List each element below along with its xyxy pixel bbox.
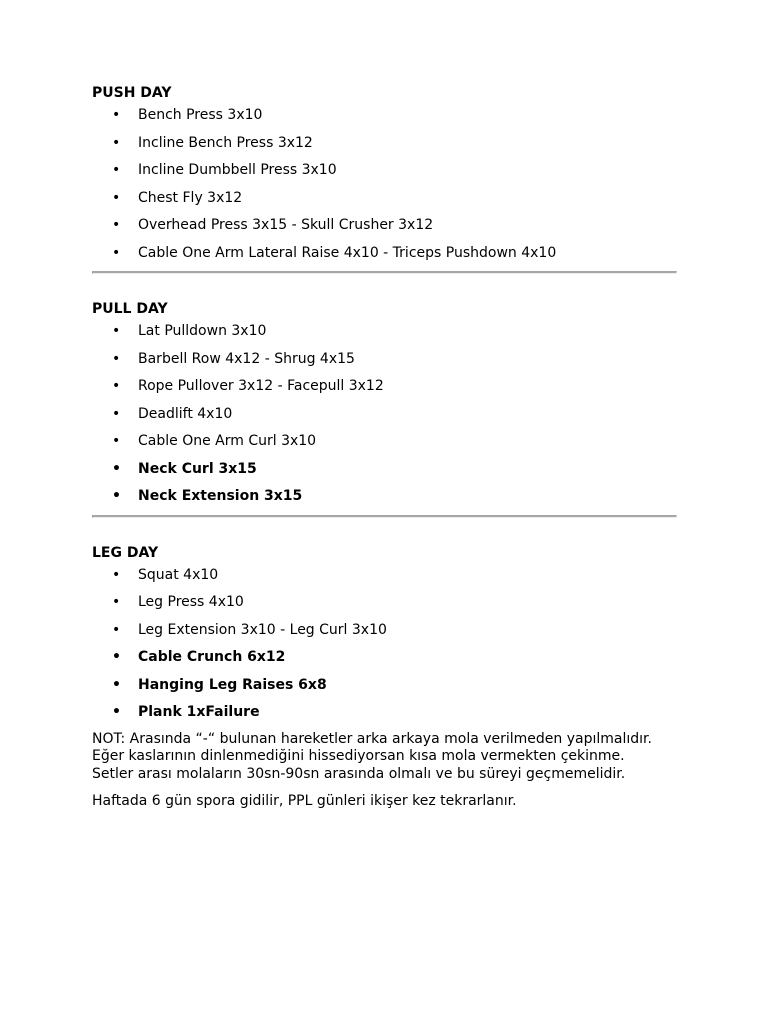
leg-day-section bbox=[92, 544, 677, 731]
bullet-icon: • bbox=[112, 433, 121, 449]
bullet-icon: • bbox=[112, 621, 121, 638]
list-item bbox=[92, 216, 677, 244]
exercise-list bbox=[92, 566, 677, 731]
note-line: Eğer kaslarının dinlenmediğini hissediyorsan kısa mola vermekten çekinme. bbox=[92, 748, 625, 764]
list-item bbox=[92, 350, 677, 378]
exercise-text: Deadlift 4x10 bbox=[138, 405, 233, 422]
bullet-icon: • bbox=[112, 460, 121, 477]
exercise-text: Chest Fly 3x12 bbox=[138, 189, 243, 206]
exercise-text: Cable One Arm Curl 3x10 bbox=[138, 433, 317, 449]
list-item bbox=[92, 566, 677, 594]
bullet-icon: • bbox=[112, 676, 121, 693]
bullet-icon: • bbox=[112, 649, 121, 665]
exercise-text: Plank 1xFailure bbox=[138, 704, 260, 720]
exercise-text: Incline Dumbbell Press 3x10 bbox=[138, 162, 337, 178]
section-heading: PULL DAY bbox=[92, 301, 168, 317]
list-item bbox=[92, 648, 677, 676]
bullet-icon: • bbox=[112, 162, 121, 178]
list-item bbox=[92, 621, 677, 649]
exercise-text: Squat 4x10 bbox=[138, 566, 219, 583]
footer-note: Haftada 6 gün spora gidilir, PPL günleri ikişer kez tekrarlanır. bbox=[92, 793, 517, 809]
section-heading: PUSH DAY bbox=[92, 85, 172, 101]
exercise-text: Lat Pulldown 3x10 bbox=[138, 323, 267, 339]
bullet-icon: • bbox=[112, 566, 121, 583]
pull-day-section bbox=[92, 300, 677, 515]
exercise-text: Overhead Press 3x15 - Skull Crusher 3x12 bbox=[138, 217, 434, 233]
list-item bbox=[92, 322, 677, 350]
list-item bbox=[92, 106, 677, 134]
list-item bbox=[92, 593, 677, 621]
exercise-list bbox=[92, 322, 677, 515]
exercise-text: Leg Press 4x10 bbox=[138, 594, 244, 610]
exercise-text: Leg Extension 3x10 - Leg Curl 3x10 bbox=[138, 621, 387, 638]
exercise-text: Cable One Arm Lateral Raise 4x10 - Triceps Pushdown 4x10 bbox=[138, 244, 557, 261]
note-line: Setler arası molaların 30sn-90sn arasında olmalı ve bu süreyi geçmemelidir. bbox=[92, 765, 626, 782]
list-item bbox=[92, 189, 677, 217]
exercise-text: Barbell Row 4x12 - Shrug 4x15 bbox=[138, 350, 355, 367]
bullet-icon: • bbox=[112, 189, 121, 206]
bullet-icon: • bbox=[112, 107, 121, 123]
exercise-list bbox=[92, 106, 677, 271]
bullet-icon: • bbox=[112, 323, 121, 339]
bullet-icon: • bbox=[112, 704, 121, 720]
push-day-section bbox=[92, 84, 677, 271]
exercise-text: Rope Pullover 3x12 - Facepull 3x12 bbox=[138, 378, 384, 394]
list-item bbox=[92, 703, 677, 731]
list-item bbox=[92, 405, 677, 433]
list-item bbox=[92, 432, 677, 460]
list-item bbox=[92, 161, 677, 189]
bullet-icon: • bbox=[112, 217, 121, 233]
document-content bbox=[92, 84, 677, 811]
section-heading: LEG DAY bbox=[92, 544, 159, 561]
list-item bbox=[92, 244, 677, 272]
bullet-icon: • bbox=[112, 405, 121, 422]
bullet-icon: • bbox=[112, 134, 121, 151]
bullet-icon: • bbox=[112, 594, 121, 610]
note-paragraph bbox=[92, 731, 677, 784]
exercise-text: Bench Press 3x10 bbox=[138, 107, 263, 123]
exercise-text: Neck Curl 3x15 bbox=[138, 460, 257, 477]
bullet-icon: • bbox=[112, 378, 121, 394]
exercise-text: Cable Crunch 6x12 bbox=[138, 649, 286, 665]
list-item bbox=[92, 460, 677, 488]
note-line: NOT: Arasında “-“ bulunan hareketler arka arkaya mola verilmeden yapılmalıdır. bbox=[92, 730, 652, 747]
exercise-text: Neck Extension 3x15 bbox=[138, 488, 303, 504]
bullet-icon: • bbox=[112, 244, 121, 261]
list-item bbox=[92, 487, 677, 515]
bullet-icon: • bbox=[112, 350, 121, 367]
bullet-icon: • bbox=[112, 488, 121, 504]
exercise-text: Hanging Leg Raises 6x8 bbox=[138, 676, 327, 693]
list-item bbox=[92, 676, 677, 704]
exercise-text: Incline Bench Press 3x12 bbox=[138, 134, 313, 151]
list-item bbox=[92, 134, 677, 162]
list-item bbox=[92, 377, 677, 405]
